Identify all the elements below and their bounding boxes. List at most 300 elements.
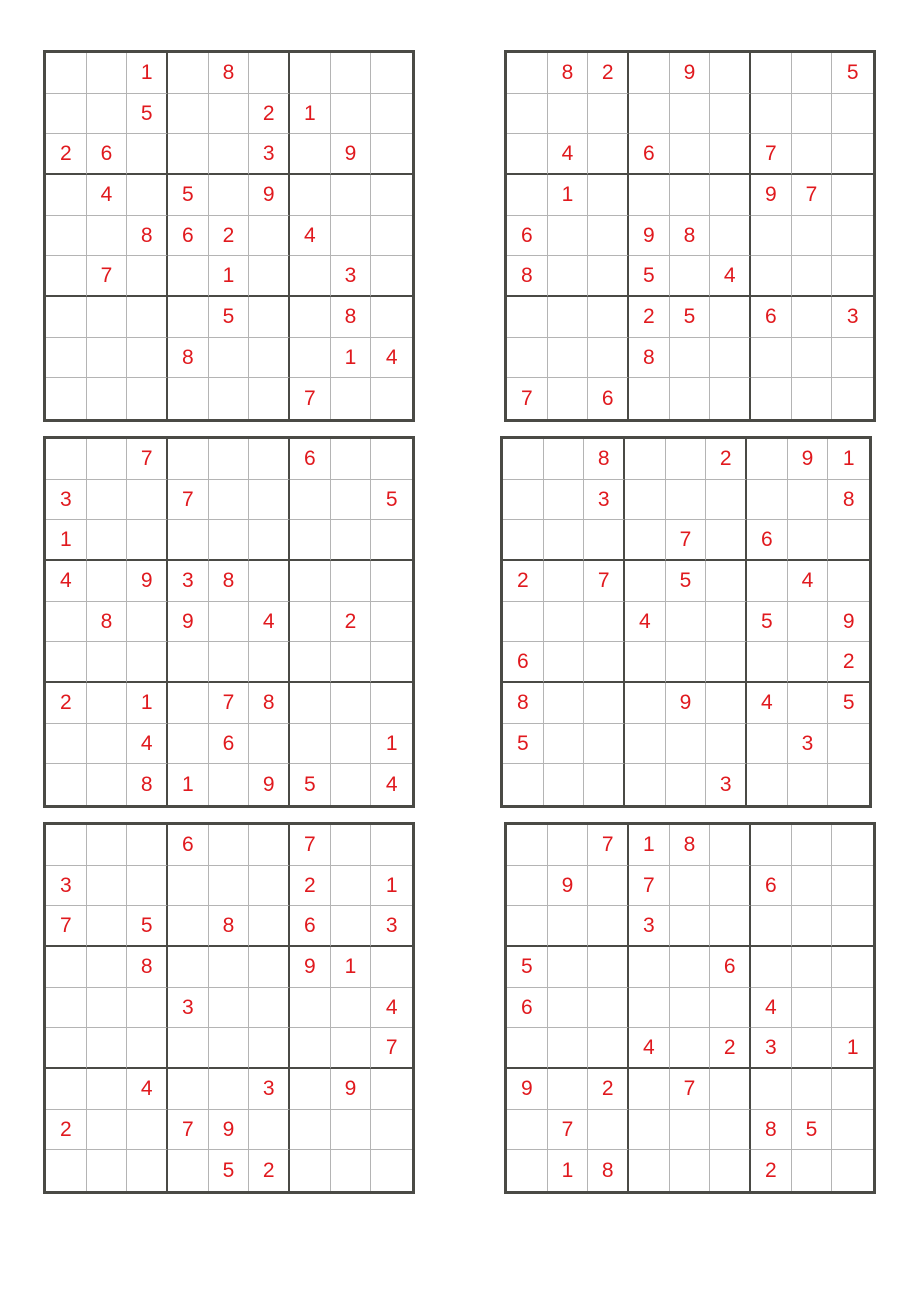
empty-cell[interactable] [87,297,128,338]
empty-cell[interactable] [792,378,833,419]
empty-cell[interactable] [828,764,869,805]
empty-cell[interactable] [792,825,833,866]
empty-cell[interactable] [629,1150,670,1191]
empty-cell[interactable] [290,297,331,338]
empty-cell[interactable] [87,216,128,257]
empty-cell[interactable] [46,764,87,805]
empty-cell[interactable] [751,1069,792,1110]
empty-cell[interactable] [670,866,711,907]
empty-cell[interactable] [710,906,751,947]
empty-cell[interactable] [290,520,331,561]
empty-cell[interactable] [290,1028,331,1069]
empty-cell[interactable] [548,988,589,1029]
empty-cell[interactable] [46,602,87,643]
empty-cell[interactable] [625,439,666,480]
empty-cell[interactable] [249,378,290,419]
empty-cell[interactable] [87,439,128,480]
empty-cell[interactable] [127,1028,168,1069]
empty-cell[interactable] [331,683,372,724]
empty-cell[interactable] [588,988,629,1029]
empty-cell[interactable] [87,480,128,521]
empty-cell[interactable] [87,1110,128,1151]
empty-cell[interactable] [168,683,209,724]
empty-cell[interactable] [670,175,711,216]
empty-cell[interactable] [371,134,412,175]
empty-cell[interactable] [371,53,412,94]
empty-cell[interactable] [127,825,168,866]
empty-cell[interactable] [331,906,372,947]
empty-cell[interactable] [832,216,873,257]
empty-cell[interactable] [548,947,589,988]
empty-cell[interactable] [670,906,711,947]
empty-cell[interactable] [371,602,412,643]
empty-cell[interactable] [792,947,833,988]
empty-cell[interactable] [249,825,290,866]
empty-cell[interactable] [832,378,873,419]
empty-cell[interactable] [548,297,589,338]
empty-cell[interactable] [87,764,128,805]
empty-cell[interactable] [507,297,548,338]
empty-cell[interactable] [127,175,168,216]
empty-cell[interactable] [168,866,209,907]
empty-cell[interactable] [584,724,625,765]
empty-cell[interactable] [507,94,548,135]
empty-cell[interactable] [792,94,833,135]
empty-cell[interactable] [87,1028,128,1069]
empty-cell[interactable] [751,825,792,866]
empty-cell[interactable] [588,256,629,297]
empty-cell[interactable] [544,439,585,480]
empty-cell[interactable] [503,764,544,805]
empty-cell[interactable] [507,1028,548,1069]
empty-cell[interactable] [544,724,585,765]
empty-cell[interactable] [629,53,670,94]
empty-cell[interactable] [792,338,833,379]
empty-cell[interactable] [832,134,873,175]
empty-cell[interactable] [507,825,548,866]
empty-cell[interactable] [747,561,788,602]
empty-cell[interactable] [46,988,87,1029]
empty-cell[interactable] [584,602,625,643]
empty-cell[interactable] [249,216,290,257]
empty-cell[interactable] [290,1150,331,1191]
empty-cell[interactable] [331,642,372,683]
empty-cell[interactable] [46,947,87,988]
empty-cell[interactable] [290,988,331,1029]
empty-cell[interactable] [87,338,128,379]
empty-cell[interactable] [710,1110,751,1151]
empty-cell[interactable] [832,1069,873,1110]
empty-cell[interactable] [747,724,788,765]
empty-cell[interactable] [209,94,250,135]
empty-cell[interactable] [290,1110,331,1151]
empty-cell[interactable] [290,134,331,175]
empty-cell[interactable] [792,1150,833,1191]
empty-cell[interactable] [331,866,372,907]
empty-cell[interactable] [544,520,585,561]
empty-cell[interactable] [792,53,833,94]
empty-cell[interactable] [792,1069,833,1110]
empty-cell[interactable] [331,439,372,480]
empty-cell[interactable] [331,520,372,561]
empty-cell[interactable] [625,520,666,561]
empty-cell[interactable] [127,602,168,643]
empty-cell[interactable] [331,480,372,521]
empty-cell[interactable] [584,642,625,683]
empty-cell[interactable] [666,480,707,521]
empty-cell[interactable] [792,216,833,257]
empty-cell[interactable] [331,825,372,866]
empty-cell[interactable] [625,683,666,724]
empty-cell[interactable] [588,94,629,135]
empty-cell[interactable] [503,439,544,480]
empty-cell[interactable] [168,906,209,947]
empty-cell[interactable] [507,134,548,175]
empty-cell[interactable] [371,825,412,866]
empty-cell[interactable] [584,520,625,561]
empty-cell[interactable] [46,216,87,257]
empty-cell[interactable] [548,1069,589,1110]
empty-cell[interactable] [209,480,250,521]
empty-cell[interactable] [788,764,829,805]
empty-cell[interactable] [371,256,412,297]
empty-cell[interactable] [290,724,331,765]
empty-cell[interactable] [751,906,792,947]
empty-cell[interactable] [87,378,128,419]
empty-cell[interactable] [710,94,751,135]
empty-cell[interactable] [710,825,751,866]
empty-cell[interactable] [87,94,128,135]
empty-cell[interactable] [584,764,625,805]
empty-cell[interactable] [788,683,829,724]
empty-cell[interactable] [331,561,372,602]
empty-cell[interactable] [710,53,751,94]
empty-cell[interactable] [87,906,128,947]
empty-cell[interactable] [751,947,792,988]
empty-cell[interactable] [751,378,792,419]
empty-cell[interactable] [249,1110,290,1151]
empty-cell[interactable] [548,256,589,297]
empty-cell[interactable] [832,94,873,135]
empty-cell[interactable] [249,338,290,379]
empty-cell[interactable] [507,53,548,94]
empty-cell[interactable] [168,724,209,765]
empty-cell[interactable] [828,520,869,561]
empty-cell[interactable] [331,94,372,135]
empty-cell[interactable] [792,256,833,297]
empty-cell[interactable] [46,297,87,338]
empty-cell[interactable] [249,297,290,338]
empty-cell[interactable] [706,520,747,561]
empty-cell[interactable] [706,683,747,724]
empty-cell[interactable] [249,1028,290,1069]
empty-cell[interactable] [507,338,548,379]
empty-cell[interactable] [127,378,168,419]
empty-cell[interactable] [331,988,372,1029]
empty-cell[interactable] [666,439,707,480]
empty-cell[interactable] [46,175,87,216]
empty-cell[interactable] [290,683,331,724]
empty-cell[interactable] [751,338,792,379]
empty-cell[interactable] [792,134,833,175]
empty-cell[interactable] [544,764,585,805]
empty-cell[interactable] [371,94,412,135]
empty-cell[interactable] [832,1150,873,1191]
empty-cell[interactable] [249,947,290,988]
empty-cell[interactable] [371,297,412,338]
empty-cell[interactable] [209,764,250,805]
empty-cell[interactable] [249,561,290,602]
empty-cell[interactable] [87,1150,128,1191]
empty-cell[interactable] [87,1069,128,1110]
empty-cell[interactable] [209,134,250,175]
empty-cell[interactable] [710,338,751,379]
empty-cell[interactable] [588,1110,629,1151]
empty-cell[interactable] [792,906,833,947]
empty-cell[interactable] [331,724,372,765]
empty-cell[interactable] [747,480,788,521]
empty-cell[interactable] [290,1069,331,1110]
empty-cell[interactable] [706,642,747,683]
empty-cell[interactable] [168,1069,209,1110]
empty-cell[interactable] [548,906,589,947]
empty-cell[interactable] [331,1150,372,1191]
empty-cell[interactable] [832,825,873,866]
empty-cell[interactable] [751,53,792,94]
empty-cell[interactable] [584,683,625,724]
empty-cell[interactable] [832,947,873,988]
empty-cell[interactable] [249,439,290,480]
empty-cell[interactable] [290,256,331,297]
empty-cell[interactable] [832,906,873,947]
empty-cell[interactable] [249,520,290,561]
empty-cell[interactable] [832,1110,873,1151]
empty-cell[interactable] [209,439,250,480]
empty-cell[interactable] [209,520,250,561]
empty-cell[interactable] [127,866,168,907]
empty-cell[interactable] [290,561,331,602]
empty-cell[interactable] [670,378,711,419]
empty-cell[interactable] [832,338,873,379]
empty-cell[interactable] [710,1069,751,1110]
empty-cell[interactable] [46,378,87,419]
empty-cell[interactable] [625,480,666,521]
empty-cell[interactable] [666,724,707,765]
empty-cell[interactable] [87,988,128,1029]
empty-cell[interactable] [168,134,209,175]
empty-cell[interactable] [544,683,585,724]
empty-cell[interactable] [87,520,128,561]
empty-cell[interactable] [127,338,168,379]
empty-cell[interactable] [46,642,87,683]
empty-cell[interactable] [371,216,412,257]
empty-cell[interactable] [710,175,751,216]
empty-cell[interactable] [832,988,873,1029]
empty-cell[interactable] [168,947,209,988]
empty-cell[interactable] [331,175,372,216]
empty-cell[interactable] [127,256,168,297]
empty-cell[interactable] [290,642,331,683]
empty-cell[interactable] [828,561,869,602]
empty-cell[interactable] [548,378,589,419]
empty-cell[interactable] [710,378,751,419]
empty-cell[interactable] [670,256,711,297]
empty-cell[interactable] [792,1028,833,1069]
empty-cell[interactable] [548,216,589,257]
empty-cell[interactable] [792,297,833,338]
empty-cell[interactable] [507,175,548,216]
empty-cell[interactable] [792,866,833,907]
empty-cell[interactable] [670,134,711,175]
empty-cell[interactable] [331,1028,372,1069]
empty-cell[interactable] [249,724,290,765]
empty-cell[interactable] [588,338,629,379]
empty-cell[interactable] [503,520,544,561]
empty-cell[interactable] [629,94,670,135]
empty-cell[interactable] [588,866,629,907]
empty-cell[interactable] [46,439,87,480]
empty-cell[interactable] [127,520,168,561]
empty-cell[interactable] [788,480,829,521]
empty-cell[interactable] [371,561,412,602]
empty-cell[interactable] [710,988,751,1029]
empty-cell[interactable] [788,642,829,683]
empty-cell[interactable] [46,256,87,297]
empty-cell[interactable] [706,602,747,643]
empty-cell[interactable] [625,764,666,805]
empty-cell[interactable] [747,439,788,480]
empty-cell[interactable] [666,764,707,805]
empty-cell[interactable] [331,53,372,94]
empty-cell[interactable] [544,561,585,602]
empty-cell[interactable] [168,1028,209,1069]
empty-cell[interactable] [710,1150,751,1191]
empty-cell[interactable] [629,988,670,1029]
empty-cell[interactable] [249,480,290,521]
empty-cell[interactable] [548,94,589,135]
empty-cell[interactable] [629,1110,670,1151]
empty-cell[interactable] [710,866,751,907]
empty-cell[interactable] [503,602,544,643]
empty-cell[interactable] [747,642,788,683]
empty-cell[interactable] [710,134,751,175]
empty-cell[interactable] [670,1028,711,1069]
empty-cell[interactable] [507,1110,548,1151]
empty-cell[interactable] [371,947,412,988]
empty-cell[interactable] [46,1150,87,1191]
empty-cell[interactable] [747,764,788,805]
empty-cell[interactable] [168,53,209,94]
empty-cell[interactable] [666,642,707,683]
empty-cell[interactable] [629,378,670,419]
empty-cell[interactable] [209,947,250,988]
empty-cell[interactable] [666,602,707,643]
empty-cell[interactable] [127,134,168,175]
empty-cell[interactable] [87,561,128,602]
empty-cell[interactable] [544,642,585,683]
empty-cell[interactable] [629,947,670,988]
empty-cell[interactable] [832,175,873,216]
empty-cell[interactable] [828,724,869,765]
empty-cell[interactable] [127,1110,168,1151]
empty-cell[interactable] [168,256,209,297]
empty-cell[interactable] [371,378,412,419]
empty-cell[interactable] [209,338,250,379]
empty-cell[interactable] [507,1150,548,1191]
empty-cell[interactable] [625,561,666,602]
empty-cell[interactable] [87,724,128,765]
empty-cell[interactable] [46,1028,87,1069]
empty-cell[interactable] [127,480,168,521]
empty-cell[interactable] [670,94,711,135]
empty-cell[interactable] [46,53,87,94]
empty-cell[interactable] [46,338,87,379]
empty-cell[interactable] [371,1150,412,1191]
empty-cell[interactable] [706,724,747,765]
empty-cell[interactable] [588,1028,629,1069]
empty-cell[interactable] [290,338,331,379]
empty-cell[interactable] [249,256,290,297]
empty-cell[interactable] [503,480,544,521]
empty-cell[interactable] [209,866,250,907]
empty-cell[interactable] [249,53,290,94]
empty-cell[interactable] [209,1028,250,1069]
empty-cell[interactable] [127,988,168,1029]
empty-cell[interactable] [46,94,87,135]
empty-cell[interactable] [670,1110,711,1151]
empty-cell[interactable] [710,216,751,257]
empty-cell[interactable] [249,866,290,907]
empty-cell[interactable] [625,724,666,765]
empty-cell[interactable] [168,297,209,338]
empty-cell[interactable] [87,866,128,907]
empty-cell[interactable] [507,906,548,947]
empty-cell[interactable] [209,175,250,216]
empty-cell[interactable] [670,988,711,1029]
empty-cell[interactable] [331,1110,372,1151]
empty-cell[interactable] [548,1028,589,1069]
empty-cell[interactable] [670,338,711,379]
empty-cell[interactable] [168,520,209,561]
empty-cell[interactable] [168,439,209,480]
empty-cell[interactable] [371,1110,412,1151]
empty-cell[interactable] [751,216,792,257]
empty-cell[interactable] [331,378,372,419]
empty-cell[interactable] [548,338,589,379]
empty-cell[interactable] [46,825,87,866]
empty-cell[interactable] [588,906,629,947]
empty-cell[interactable] [548,825,589,866]
empty-cell[interactable] [87,825,128,866]
empty-cell[interactable] [209,825,250,866]
empty-cell[interactable] [371,520,412,561]
empty-cell[interactable] [290,175,331,216]
empty-cell[interactable] [588,134,629,175]
empty-cell[interactable] [832,866,873,907]
empty-cell[interactable] [46,724,87,765]
empty-cell[interactable] [588,175,629,216]
empty-cell[interactable] [629,175,670,216]
empty-cell[interactable] [371,642,412,683]
empty-cell[interactable] [751,94,792,135]
empty-cell[interactable] [290,480,331,521]
empty-cell[interactable] [127,1150,168,1191]
empty-cell[interactable] [290,53,331,94]
empty-cell[interactable] [46,1069,87,1110]
empty-cell[interactable] [507,866,548,907]
empty-cell[interactable] [87,642,128,683]
empty-cell[interactable] [249,988,290,1029]
